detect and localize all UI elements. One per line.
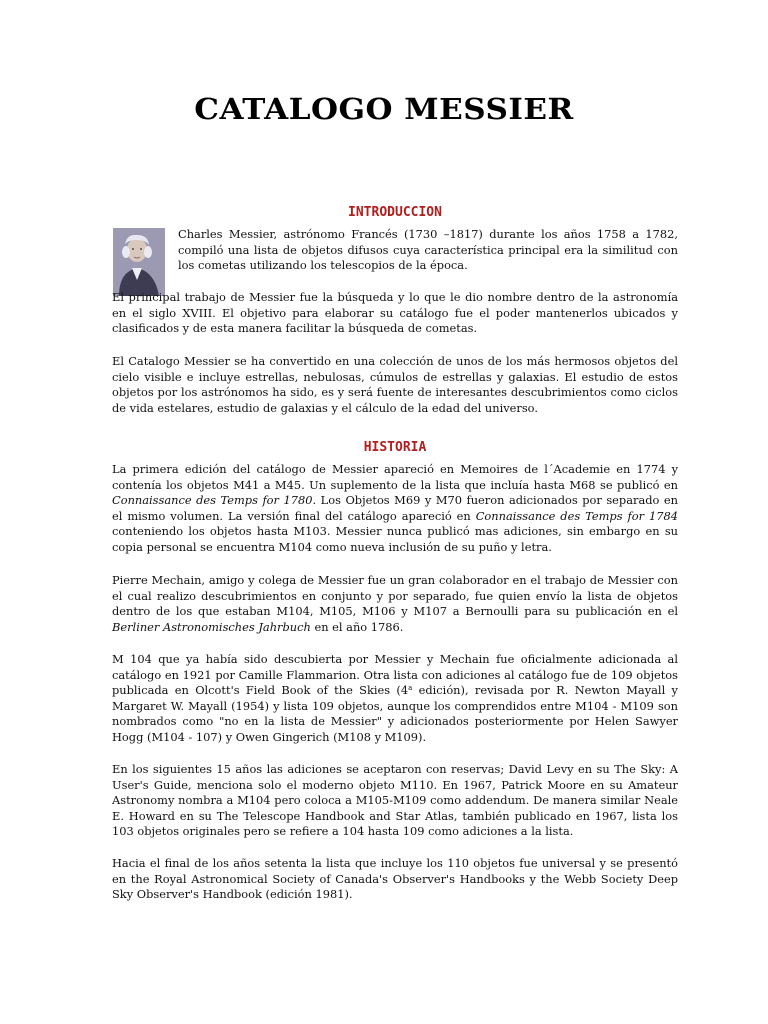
italic-title: Connaissance des Temps for 1780 [112,493,313,508]
historia-paragraph-5: Hacia el final de los años setenta la lista que incluye los 110 objetos fue universal y se presentó en the Royal Astronomical Society of Canada's Observer's Handbooks y the Webb Society Deep Sky Observer's Handbook (edición 1981). [112,856,678,902]
text-run: . Los Objetos M69 y M70 fueron adicionados por separado en el mismo volumen. La versión final del catálogo apareció en [112,493,678,523]
historia-paragraph-2 [112,573,678,635]
page-title: CATALOGO MESSIER [194,93,574,127]
superscript: a [408,684,413,693]
section-heading-introduccion: INTRODUCCION [348,205,442,220]
text-run: edición), revisada por R. Newton Mayall y Margaret W. Mayall (1954) y lista 109 objetos, aunque los comprendidos entre M104 - M109 son nombrados como "no en la lista de Messier" y adicionados posteriormente por Helen Sawyer Hogg (M104 - 107) y Owen Gingerich (M108 y M109). [112,683,678,744]
historia-paragraph-3 [112,652,678,746]
historia-paragraph-4: En los siguientes 15 años las adiciones se aceptaron con reservas; David Levy en su The Sky: A User's Guide, menciona solo el moderno objeto M110. En 1967, Patrick Moore en su Amateur Astronomy nombra a M104 pero coloca a M105-M109 como addendum. De manera similar Neale E. Howard en su The Telescope Handbook and Star Atlas, también publicado en 1967, lista los 103 objetos originales pero se refiere a 104 hasta 109 como adiciones a la lista. [112,762,678,839]
messier-portrait-icon [113,228,165,296]
text-run: Pierre Mechain, amigo y colega de Messier fue un gran colaborador en el trabajo de Messier con el cual realizo descubrimientos en conjunto y por separado, fue quien envío la lista de objetos dentro de los que estaban M104, M105, M106 y M107 a Bernoulli para su publicación en el [112,573,678,619]
section-heading-historia: HISTORIA [363,440,427,455]
text-run: La primera edición del catálogo de Messier apareció en Memoires de l´Academie en 1774 y contenía los objetos M41 a M45. Un suplemento de la lista que incluía hasta M68 se publicó en [112,462,678,492]
intro-paragraph-3: El Catalogo Messier se ha convertido en una colección de unos de los más hermosos objetos del cielo visible e incluye estrellas, nebulosas, cúmulos de estrellas y galaxias. El estudio de estos objetos por los astrónomos ha sido, es y será fuente de interesantes descubrimientos como ciclos de vida estelares, estudio de galaxias y el cálculo de la edad del universo. [112,354,678,415]
italic-title: Connaissance des Temps for 1784 [475,508,678,523]
historia-paragraph-1 [112,462,678,556]
intro-paragraph-1: Charles Messier, astrónomo Francés (1730 –1817) durante los años 1758 a 1782, compiló una lista de objetos difusos cuya característica principal era la similitud con los cometas utilizando los telescopios de la época. [178,227,678,273]
intro-paragraph-2: El principal trabajo de Messier fue la búsqueda y lo que le dio nombre dentro de la astronomía en el siglo XVIII. El objetivo para elaborar su catálogo fue el poder mantenerlos ubicados y clasificados y de esta manera facilitar la búsqueda de cometas. [112,290,678,336]
text-run: en el año 1786. [310,619,404,634]
text-run: conteniendo los objetos hasta M103. Messier nunca publicó mas adiciones, sin embargo en su copia personal se encuentra M104 como nueva inclusión de su puño y letra. [112,524,678,554]
text-run: M 104 que ya había sido descubierta por Messier y Mechain fue oficialmente adicionada al catálogo en 1921 por Camille Flammarion. Otra lista con adiciones al catálogo fue de 109 objetos publicada en Olcott's Field Book of the Skies (4 [112,652,678,698]
italic-title: Berliner Astronomisches Jahrbuch [112,619,311,634]
